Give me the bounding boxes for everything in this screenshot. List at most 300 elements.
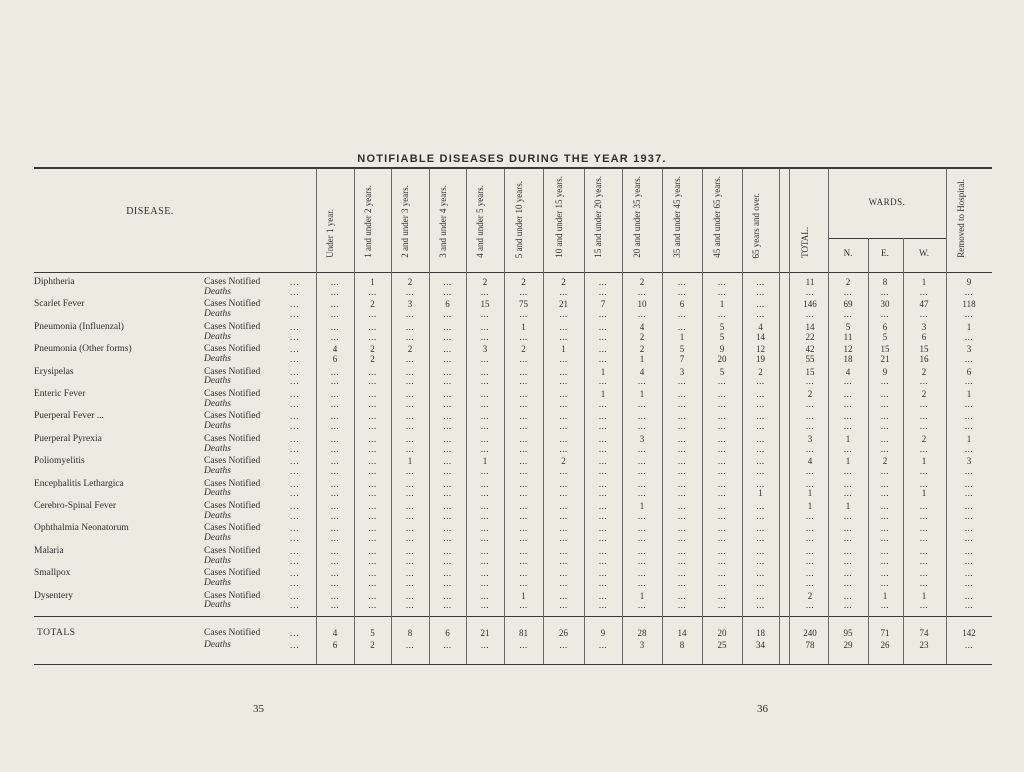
table-cell: 1: [921, 456, 927, 467]
table-cell: ...: [368, 501, 377, 511]
deaths-label: Deaths: [204, 578, 231, 588]
table-cell: ...: [880, 286, 890, 297]
table-cell: ...: [677, 478, 687, 489]
table-cell: ...: [559, 331, 568, 342]
table-cell: ...: [880, 433, 890, 444]
table-cell: ...: [330, 366, 340, 377]
table-cell: 2: [407, 277, 413, 287]
table-cell: 22: [805, 331, 815, 342]
table-cell: ...: [805, 600, 815, 611]
leader-dots: ...: [290, 299, 300, 310]
table-cell: ...: [637, 456, 647, 467]
table-cell: ...: [519, 309, 528, 320]
table-cell: ...: [880, 389, 890, 399]
table-cell: 2: [639, 344, 645, 355]
table-cell: ...: [559, 286, 568, 297]
table-cell: 3: [639, 640, 645, 650]
ward-header: E.: [881, 248, 889, 258]
cases-notified-label: Cases Notified: [204, 628, 261, 638]
table-cell: ...: [559, 443, 568, 454]
table-cell: ...: [805, 443, 815, 454]
table-cell: 11: [805, 277, 815, 287]
table-cell: 16: [919, 354, 929, 364]
table-cell: ...: [330, 411, 340, 422]
table-cell: ...: [677, 488, 687, 499]
table-cell: ...: [717, 478, 727, 489]
table-cell: ...: [756, 578, 765, 588]
table-cell: ...: [330, 600, 340, 611]
deaths-label: Deaths: [204, 443, 231, 454]
table-cell: ...: [480, 523, 490, 534]
deaths-label: Deaths: [204, 466, 231, 476]
table-cell: ...: [880, 533, 890, 544]
leader-dots: ...: [290, 478, 300, 489]
table-cell: 1: [966, 389, 972, 399]
table-cell: ...: [843, 600, 853, 611]
table-cell: ...: [919, 421, 929, 432]
table-cell: ...: [519, 433, 528, 444]
table-cell: ...: [330, 389, 340, 399]
table-cell: ...: [368, 488, 377, 499]
table-cell: ...: [519, 456, 528, 467]
table-cell: ...: [330, 433, 340, 444]
cases-notified-label: Cases Notified: [204, 568, 261, 579]
table-cell: ...: [964, 488, 974, 499]
disease-column-header: DISEASE.: [126, 206, 174, 217]
table-cell: 15: [880, 344, 890, 355]
table-cell: ...: [598, 533, 608, 544]
table-cell: 1: [639, 354, 645, 364]
table-cell: 15: [919, 344, 929, 355]
table-cell: ...: [443, 331, 452, 342]
column-divider: [702, 169, 703, 664]
leader-dots: ...: [290, 309, 300, 320]
table-cell: ...: [368, 376, 377, 387]
table-cell: 15: [805, 366, 815, 377]
table-cell: 1: [600, 389, 606, 399]
table-cell: ...: [717, 443, 727, 454]
table-cell: ...: [443, 533, 452, 544]
table-cell: ...: [405, 354, 415, 364]
table-cell: 6: [445, 628, 450, 638]
table-cell: ...: [637, 555, 647, 566]
table-cell: ...: [598, 590, 608, 601]
table-rule: [828, 238, 946, 239]
table-cell: ...: [368, 389, 377, 399]
table-cell: ...: [919, 510, 929, 521]
table-cell: ...: [805, 578, 815, 588]
table-cell: 74: [919, 628, 929, 638]
cases-notified-label: Cases Notified: [204, 456, 261, 467]
table-cell: 14: [677, 628, 687, 638]
totals-label: TOTALS: [37, 628, 76, 638]
table-cell: ...: [756, 478, 765, 489]
table-cell: ...: [756, 286, 765, 297]
table-cell: ...: [519, 376, 528, 387]
disease-name: Malaria: [34, 545, 64, 556]
table-cell: ...: [405, 478, 415, 489]
table-cell: ...: [598, 354, 608, 364]
table-cell: ...: [559, 376, 568, 387]
cases-notified-label: Cases Notified: [204, 321, 261, 332]
table-cell: ...: [480, 488, 490, 499]
leader-dots: ...: [290, 600, 300, 611]
table-cell: ...: [330, 478, 340, 489]
column-divider: [391, 169, 392, 664]
deaths-label: Deaths: [204, 331, 231, 342]
table-cell: ...: [880, 600, 890, 611]
table-cell: 146: [803, 299, 817, 310]
table-cell: ...: [637, 309, 647, 320]
table-cell: ...: [368, 321, 377, 332]
table-cell: ...: [405, 600, 415, 611]
column-divider: [903, 238, 904, 664]
table-cell: ...: [405, 545, 415, 556]
table-cell: ...: [717, 510, 727, 521]
table-cell: ...: [843, 510, 853, 521]
table-cell: ...: [405, 578, 415, 588]
table-cell: ...: [843, 421, 853, 432]
table-cell: ...: [756, 309, 765, 320]
table-cell: ...: [919, 533, 929, 544]
table-cell: ...: [805, 523, 815, 534]
table-cell: 18: [756, 628, 765, 638]
table-cell: ...: [330, 443, 340, 454]
table-cell: 21: [559, 299, 568, 310]
table-cell: ...: [964, 354, 974, 364]
table-cell: 3: [679, 366, 685, 377]
table-cell: ...: [843, 466, 853, 476]
table-cell: ...: [843, 398, 853, 409]
table-cell: ...: [805, 478, 815, 489]
table-cell: ...: [756, 277, 765, 287]
column-divider: [946, 169, 947, 664]
disease-name: Puerperal Pyrexia: [34, 433, 102, 444]
table-cell: 14: [756, 331, 765, 342]
table-cell: ...: [880, 411, 890, 422]
table-cell: 81: [519, 628, 528, 638]
table-cell: ...: [480, 443, 490, 454]
table-cell: ...: [330, 533, 340, 544]
table-cell: ...: [559, 590, 568, 601]
table-cell: ...: [717, 523, 727, 534]
table-cell: 2: [921, 389, 927, 399]
leader-dots: ...: [290, 443, 300, 454]
table-cell: ...: [756, 568, 765, 579]
table-cell: ...: [637, 533, 647, 544]
table-cell: ...: [919, 478, 929, 489]
table-cell: ...: [805, 376, 815, 387]
table-cell: ...: [805, 398, 815, 409]
table-cell: ...: [330, 321, 340, 332]
table-cell: ...: [480, 640, 490, 650]
table-cell: 7: [600, 299, 606, 310]
disease-name: Pneumonia (Influenzal): [34, 321, 124, 332]
table-cell: 6: [921, 331, 927, 342]
table-cell: ...: [480, 331, 490, 342]
table-cell: ...: [756, 555, 765, 566]
table-cell: ...: [677, 510, 687, 521]
table-cell: ...: [677, 443, 687, 454]
leader-dots: ...: [290, 433, 300, 444]
table-cell: ...: [637, 286, 647, 297]
table-cell: ...: [637, 398, 647, 409]
table-cell: ...: [677, 286, 687, 297]
table-cell: ...: [559, 510, 568, 521]
table-cell: ...: [519, 501, 528, 511]
table-cell: ...: [637, 600, 647, 611]
table-cell: ...: [443, 354, 452, 364]
leader-dots: ...: [290, 398, 300, 409]
table-cell: 19: [756, 354, 765, 364]
table-cell: 4: [332, 344, 338, 355]
table-cell: ...: [443, 466, 452, 476]
table-cell: ...: [843, 488, 853, 499]
table-cell: 15: [480, 299, 490, 310]
table-cell: ...: [368, 545, 377, 556]
table-cell: ...: [880, 443, 890, 454]
table-cell: 142: [962, 628, 976, 638]
table-cell: ...: [405, 309, 415, 320]
disease-name: Poliomyelitis: [34, 456, 85, 467]
table-cell: ...: [964, 331, 974, 342]
table-cell: ...: [677, 321, 687, 332]
table-cell: 2: [921, 433, 927, 444]
table-cell: 6: [966, 366, 972, 377]
table-cell: ...: [717, 600, 727, 611]
table-cell: 3: [407, 299, 413, 310]
table-cell: ...: [559, 366, 568, 377]
table-cell: ...: [637, 545, 647, 556]
table-cell: ...: [717, 568, 727, 579]
table-cell: ...: [637, 568, 647, 579]
table-cell: ...: [368, 309, 377, 320]
table-cell: ...: [559, 578, 568, 588]
table-cell: 3: [482, 344, 488, 355]
leader-dots: ...: [290, 354, 300, 364]
table-cell: ...: [559, 555, 568, 566]
table-cell: ...: [559, 523, 568, 534]
table-cell: ...: [443, 545, 452, 556]
table-cell: ...: [717, 389, 727, 399]
table-cell: ...: [559, 389, 568, 399]
table-cell: ...: [843, 555, 853, 566]
table-cell: ...: [330, 523, 340, 534]
table-cell: ...: [405, 389, 415, 399]
table-cell: ...: [480, 354, 490, 364]
table-cell: ...: [330, 568, 340, 579]
table-cell: ...: [519, 523, 528, 534]
table-cell: ...: [805, 411, 815, 422]
age-column-header: 20 and under 35 years.: [632, 176, 642, 258]
table-cell: 5: [882, 331, 888, 342]
table-cell: ...: [480, 555, 490, 566]
table-cell: ...: [805, 555, 815, 566]
table-cell: ...: [637, 478, 647, 489]
table-cell: ...: [598, 433, 608, 444]
table-cell: ...: [756, 466, 765, 476]
table-cell: ...: [330, 590, 340, 601]
table-cell: 1: [639, 501, 645, 511]
table-cell: ...: [677, 309, 687, 320]
table-cell: 4: [332, 628, 338, 638]
column-divider: [828, 169, 829, 664]
table-cell: ...: [519, 488, 528, 499]
table-cell: ...: [330, 331, 340, 342]
table-cell: ...: [964, 443, 974, 454]
table-cell: ...: [717, 309, 727, 320]
table-cell: ...: [368, 510, 377, 521]
table-cell: ...: [677, 501, 687, 511]
deaths-label: Deaths: [204, 533, 231, 544]
table-cell: ...: [880, 466, 890, 476]
age-column-header: 3 and under 4 years.: [437, 185, 448, 258]
table-cell: ...: [880, 488, 890, 499]
table-cell: 2: [521, 344, 526, 355]
table-cell: ...: [519, 600, 528, 611]
table-cell: 5: [719, 321, 725, 332]
table-cell: ...: [480, 478, 490, 489]
table-cell: 6: [332, 354, 338, 364]
table-cell: ...: [368, 421, 377, 432]
table-cell: 78: [805, 640, 815, 650]
leader-dots: ...: [290, 545, 300, 556]
table-cell: ...: [598, 344, 608, 355]
cases-notified-label: Cases Notified: [204, 501, 261, 511]
leader-dots: ...: [290, 286, 300, 297]
table-cell: ...: [677, 533, 687, 544]
page-number-right: 36: [757, 703, 768, 715]
table-cell: 55: [805, 354, 815, 364]
table-cell: ...: [368, 523, 377, 534]
disease-name: Enteric Fever: [34, 389, 86, 399]
table-cell: ...: [677, 421, 687, 432]
table-cell: ...: [330, 456, 340, 467]
leader-dots: ...: [290, 590, 300, 601]
table-cell: ...: [405, 376, 415, 387]
table-cell: 20: [717, 354, 727, 364]
table-cell: ...: [330, 309, 340, 320]
table-cell: 1: [845, 433, 851, 444]
table-cell: ...: [964, 376, 974, 387]
deaths-label: Deaths: [204, 640, 231, 650]
table-cell: ...: [519, 411, 528, 422]
table-cell: 1: [882, 590, 888, 601]
column-divider: [429, 169, 430, 664]
leader-dots: ...: [290, 331, 300, 342]
table-cell: 8: [407, 628, 413, 638]
table-cell: ...: [964, 510, 974, 521]
table-cell: ...: [443, 600, 452, 611]
table-cell: ...: [330, 376, 340, 387]
table-cell: ...: [443, 590, 452, 601]
table-cell: 2: [370, 299, 375, 310]
table-cell: ...: [330, 488, 340, 499]
table-cell: ...: [368, 366, 377, 377]
table-cell: 2: [407, 344, 413, 355]
table-cell: ...: [330, 555, 340, 566]
table-cell: 5: [719, 331, 725, 342]
cases-notified-label: Cases Notified: [204, 389, 261, 399]
leader-dots: ...: [290, 376, 300, 387]
table-cell: ...: [717, 456, 727, 467]
table-cell: ...: [443, 389, 452, 399]
table-cell: ...: [443, 344, 452, 355]
ward-header: N.: [843, 248, 853, 258]
table-cell: ...: [717, 555, 727, 566]
table-cell: ...: [677, 555, 687, 566]
leader-dots: ...: [290, 523, 300, 534]
table-cell: 2: [639, 277, 645, 287]
table-cell: ...: [637, 443, 647, 454]
table-cell: ...: [756, 376, 765, 387]
table-cell: ...: [964, 501, 974, 511]
cases-notified-label: Cases Notified: [204, 433, 261, 444]
table-cell: ...: [964, 466, 974, 476]
disease-name: Encephalitis Lethargica: [34, 478, 124, 489]
table-cell: ...: [756, 398, 765, 409]
table-cell: 10: [637, 299, 647, 310]
table-cell: 69: [843, 299, 853, 310]
table-cell: 1: [966, 433, 972, 444]
table-cell: 30: [880, 299, 890, 310]
table-cell: ...: [443, 456, 452, 467]
table-cell: ...: [368, 411, 377, 422]
cases-notified-label: Cases Notified: [204, 523, 261, 534]
cases-notified-label: Cases Notified: [204, 299, 261, 310]
table-cell: 2: [845, 277, 851, 287]
table-cell: ...: [677, 600, 687, 611]
leader-dots: ...: [290, 466, 300, 476]
table-cell: 1: [921, 590, 927, 601]
table-cell: ...: [919, 501, 929, 511]
table-cell: ...: [559, 309, 568, 320]
leader-dots: ...: [290, 533, 300, 544]
table-cell: 1: [370, 277, 375, 287]
table-cell: ...: [598, 398, 608, 409]
table-cell: ...: [919, 568, 929, 579]
table-cell: ...: [368, 568, 377, 579]
table-cell: 2: [921, 366, 927, 377]
table-cell: ...: [919, 578, 929, 588]
table-cell: ...: [717, 488, 727, 499]
table-cell: ...: [559, 533, 568, 544]
table-cell: ...: [405, 640, 415, 650]
table-cell: ...: [880, 568, 890, 579]
table-cell: ...: [443, 640, 452, 650]
table-cell: ...: [843, 411, 853, 422]
table-rule: [34, 272, 992, 273]
table-cell: ...: [368, 578, 377, 588]
table-cell: ...: [368, 466, 377, 476]
table-cell: 118: [962, 299, 976, 310]
table-cell: ...: [964, 640, 974, 650]
table-cell: ...: [368, 555, 377, 566]
table-cell: ...: [843, 376, 853, 387]
table-cell: ...: [919, 286, 929, 297]
leader-dots: ...: [290, 510, 300, 521]
table-cell: ...: [880, 421, 890, 432]
age-column-header: 5 and under 10 years.: [513, 180, 524, 258]
column-divider: [543, 169, 544, 664]
table-cell: 9: [966, 277, 972, 287]
disease-name: Pneumonia (Other forms): [34, 344, 132, 355]
table-cell: 1: [845, 501, 851, 511]
table-title: NOTIFIABLE DISEASES DURING THE YEAR 1937.: [357, 153, 667, 165]
leader-dots: ...: [290, 488, 300, 499]
table-cell: ...: [919, 411, 929, 422]
table-cell: 1: [758, 488, 763, 499]
